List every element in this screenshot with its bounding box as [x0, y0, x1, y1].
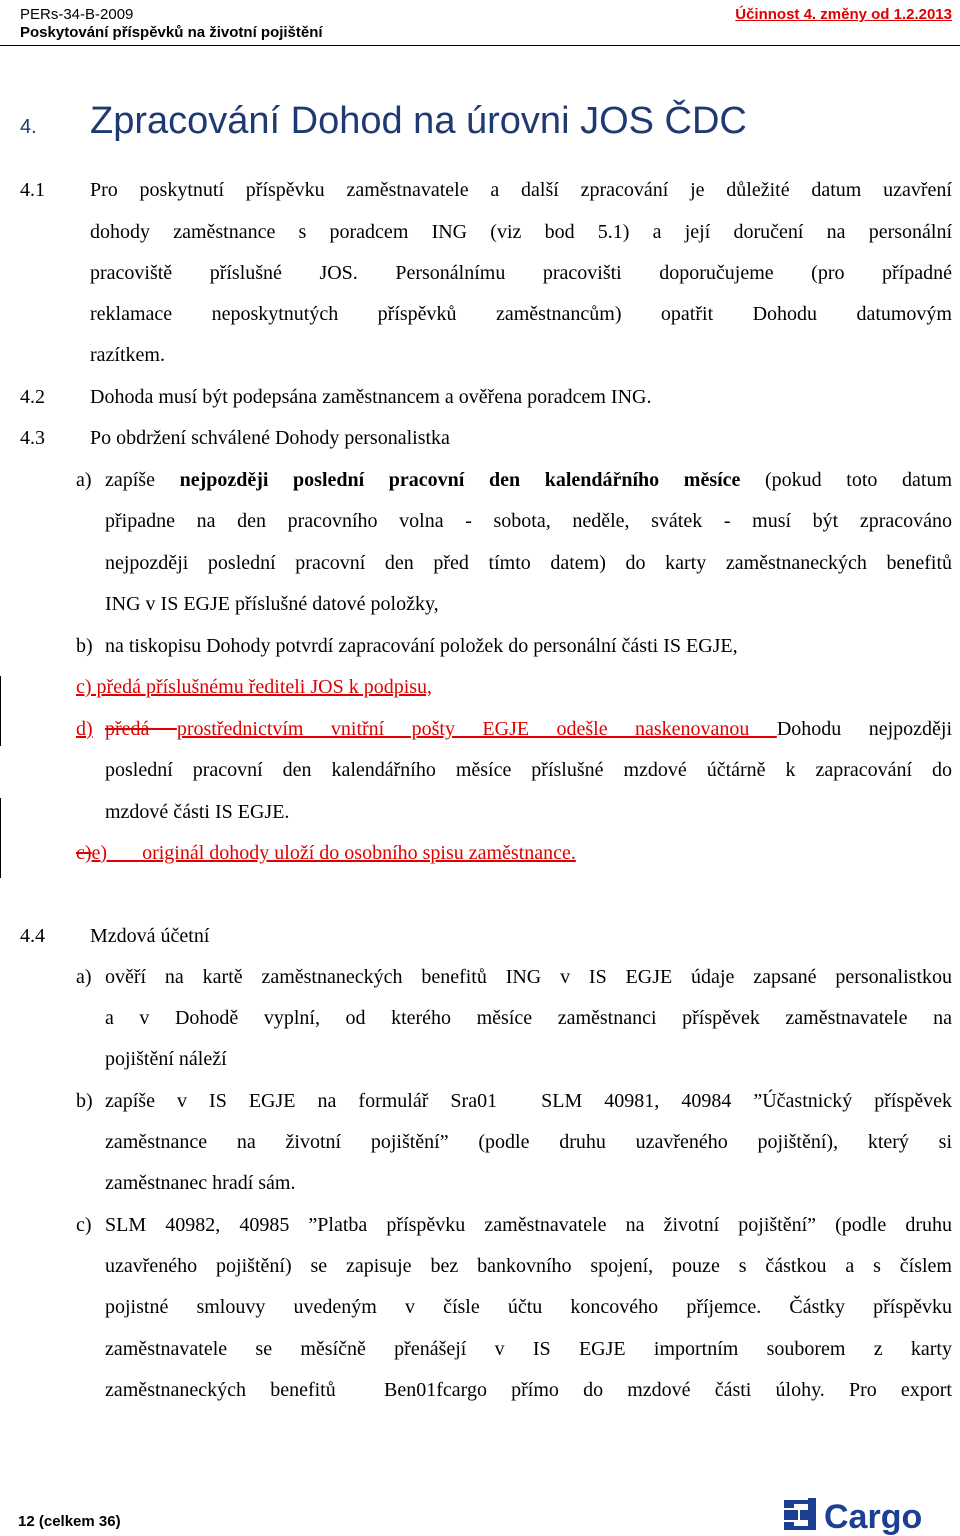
item-b-line: zapíše v IS EGJE na formulář Sra01 SLM 40981, 40984 ”Účastnický příspěvek — [105, 1090, 952, 1112]
section-4-4-title: Mzdová účetní — [90, 925, 210, 947]
section-4-1-line: razítkem. — [90, 344, 165, 366]
change-bar — [0, 798, 1, 878]
item-c-line: pojistné smlouvy uvedeným v čísle účtu koncového příjemce. Částky příspěvku — [105, 1296, 952, 1318]
item-a-line: ING v IS EGJE příslušné datové položky, — [105, 593, 439, 615]
section-4-1-line: reklamace neposkytnutých příspěvků zaměstnancům) opatřit Dohodu datumovým — [90, 303, 952, 325]
item-b-text: na tiskopisu Dohody potvrdí zapracování položek do personální části IS EGJE, — [105, 635, 738, 657]
item-c-line: zaměstnaneckých benefitů Ben01fcargo přímo do mzdové části úlohy. Pro export — [105, 1379, 952, 1401]
list-label-b: b) — [76, 635, 93, 657]
doc-title: Poskytování příspěvků na životní pojištění — [20, 24, 323, 41]
item-c-inserted: c) předá příslušnému řediteli JOS k podpisu, — [76, 676, 433, 698]
item-a-line: a v Dohodě vyplní, od kterého měsíce zaměstnanci příspěvek zaměstnavatele na — [105, 1007, 952, 1029]
item-b-line: zaměstnance na životní pojištění” (podle druhu uzavřeného pojištění), který si — [105, 1131, 952, 1153]
item-c-line: uzavřeného pojištění) se zapisuje bez bankovního spojení, pouze s částkou a s číslem — [105, 1255, 952, 1277]
item-a-line: nejpozději poslední pracovní den před tímto datem) do karty zaměstnaneckých benefitů — [105, 552, 952, 574]
section-4-1-line: pracoviště příslušné JOS. Personálnímu pracovišti doporučujeme (pro případné — [90, 262, 952, 284]
effective-date: Účinnost 4. změny od 1.2.2013 — [735, 6, 952, 23]
item-d-line: předá prostřednictvím vnitřní pošty EGJE odešle naskenovanou Dohodu nejpozději — [105, 718, 953, 740]
list-label-b: b) — [76, 1090, 93, 1112]
section-4-1-line: dohody zaměstnance s poradcem ING (viz bod 5.1) a její doručení na personální — [90, 221, 952, 243]
section-4-2-text: Dohoda musí být podepsána zaměstnancem a ověřena poradcem ING. — [90, 386, 652, 408]
inserted-text: e) originál dohody uloží do osobního spisu zaměstnance. — [91, 842, 576, 864]
section-4-3-number: 4.3 — [20, 427, 45, 449]
logo-text: Cargo — [824, 1498, 923, 1536]
list-label-a: a) — [76, 469, 92, 491]
list-label-a: a) — [76, 966, 92, 988]
item-a-line: ověří na kartě zaměstnaneckých benefitů ING v IS EGJE údaje zapsané personalistkou — [105, 966, 952, 988]
chapter-number: 4. — [20, 116, 37, 138]
section-4-4-number: 4.4 — [20, 925, 45, 947]
deleted-text: c) — [76, 842, 92, 864]
item-c-line: zaměstnavatele se měsíčně přenášejí v IS EGJE importním souborem z karty — [105, 1338, 952, 1360]
chapter-title: Zpracování Dohod na úrovni JOS ČDC — [90, 100, 747, 142]
cargo-logo — [784, 1494, 956, 1536]
item-c-line: SLM 40982, 40985 ”Platba příspěvku zaměstnavatele na životní pojištění” (podle druhu — [105, 1214, 952, 1236]
list-label-c: c) — [76, 1214, 92, 1236]
section-4-1-number: 4.1 — [20, 179, 45, 201]
item-d-line: poslední pracovní den kalendářního měsíce příslušné mzdové účtárně k zapracování do — [105, 759, 952, 781]
item-a-line: pojištění náleží — [105, 1048, 227, 1070]
item-d-line: mzdové části IS EGJE. — [105, 801, 290, 823]
section-4-1-line: Pro poskytnutí příspěvku zaměstnavatele a další zpracování je důležité datum uzavření — [90, 179, 952, 201]
deadline-emphasis: nejpozději poslední pracovní den kalendářního měsíce — [179, 469, 741, 491]
item-a-line: zapíše nejpozději poslední pracovní den kalendářního měsíce (pokud toto datum — [105, 469, 952, 491]
list-label-d: d) — [76, 718, 93, 740]
item-e-line — [76, 843, 576, 863]
doc-code: PERs-34-B-2009 — [20, 6, 134, 23]
deleted-text: předá — [105, 718, 177, 740]
chapter-heading — [20, 100, 747, 143]
section-4-3-intro: Po obdržení schválené Dohody personalistka — [90, 427, 450, 449]
section-4-2-number: 4.2 — [20, 386, 45, 408]
header-divider — [0, 45, 960, 46]
change-bar — [0, 676, 1, 746]
inserted-text: prostřednictvím vnitřní pošty EGJE odešle naskenovanou — [176, 718, 777, 740]
item-b-line: zaměstnanec hradí sám. — [105, 1172, 296, 1194]
item-a-line: připadne na den pracovního volna - sobota, neděle, svátek - musí být zpracováno — [105, 510, 952, 532]
page-number: 12 (celkem 36) — [18, 1513, 121, 1530]
